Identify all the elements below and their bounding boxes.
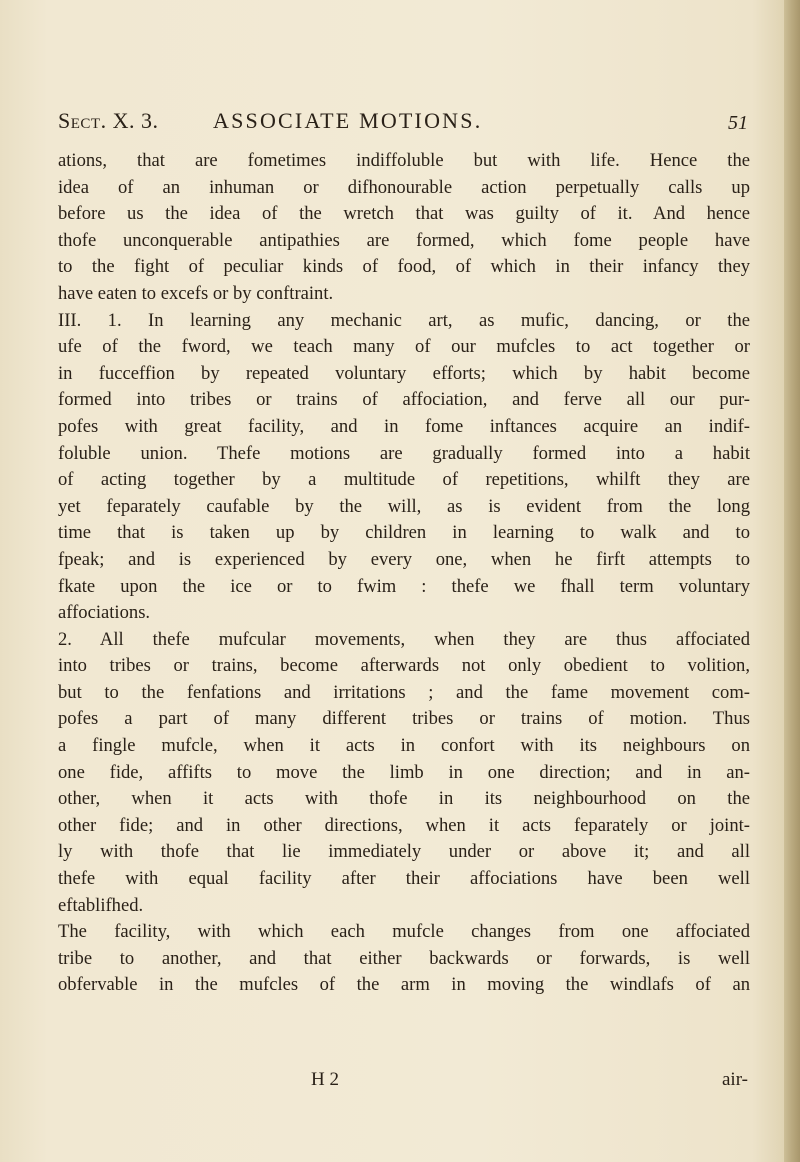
text-line: a fingle mufcle, when it acts in confort with its neighbours on [58, 735, 750, 757]
text-line: of acting together by a multitude of repetitions, whilft they are [58, 469, 750, 491]
text-line: formed into tribes or trains of affociation, and ferve all our pur- [58, 389, 750, 411]
text-line: The facility, with which each mufcle changes from one affociated [58, 921, 750, 943]
text-line: have eaten to excefs or by conftraint. [58, 282, 334, 304]
signature-mark: H 2 [311, 1069, 339, 1090]
text-line: in fucceffion by repeated voluntary efforts; which by habit become [58, 362, 750, 384]
text-line: foluble union. Thefe motions are gradually formed into a habit [58, 442, 750, 464]
text-line: III. 1. In learning any mechanic art, as mufic, dancing, or the [58, 309, 750, 331]
text-line: 2. All thefe mufcular movements, when they are thus affociated [58, 628, 750, 650]
text-line: one fide, affifts to move the limb in one direction; and in an- [58, 761, 750, 783]
text-line: ufe of the fword, we teach many of our mufcles to act together or [58, 336, 750, 358]
text-line: idea of an inhuman or difhonourable action perpetually calls up [58, 176, 750, 198]
section-reference: Sect. X. 3. [58, 108, 159, 133]
text-line: other, when it acts with thofe in its neighbourhood on the [58, 788, 750, 810]
text-line: to the fight of peculiar kinds of food, of which in their infancy they [58, 256, 750, 278]
running-header [58, 106, 748, 142]
body-text [58, 148, 750, 999]
text-line: eftablifhed. [58, 894, 144, 916]
text-line: obfervable in the mufcles of the arm in moving the windlafs of an [58, 974, 750, 996]
page-footer [58, 1069, 748, 1099]
text-line: pofes a part of many different tribes or trains of motion. Thus [58, 708, 750, 730]
text-line: time that is taken up by children in learning to walk and to [58, 522, 750, 544]
text-line: thefe with equal facility after their affociations have been well [58, 868, 750, 890]
text-line: yet feparately caufable by the will, as is evident from the long [58, 495, 750, 517]
page-number: 51 [728, 112, 748, 134]
running-title: ASSOCIATE MOTIONS. [213, 108, 483, 133]
text-line: but to the fenfations and irritations ; and the fame movement com- [58, 681, 750, 703]
text-line: into tribes or trains, become afterwards not only obedient to volition, [58, 655, 750, 677]
book-gutter [784, 0, 800, 1162]
catchword: air- [722, 1069, 748, 1090]
text-line: tribe to another, and that either backwards or forwards, is well [58, 947, 750, 969]
text-line: fkate upon the ice or to fwim : thefe we fhall term voluntary [58, 575, 750, 597]
text-line: other fide; and in other directions, when it acts feparately or joint- [58, 814, 750, 836]
text-line: ations, that are fometimes indiffoluble but with life. Hence the [58, 150, 750, 171]
text-line: thofe unconquerable antipathies are formed, which fome people have [58, 229, 750, 251]
text-line: ly with thofe that lie immediately under or above it; and all [58, 841, 750, 863]
text-line: fpeak; and is experienced by every one, when he firft attempts to [58, 548, 750, 570]
text-line: affociations. [58, 602, 151, 624]
text-line: pofes with great facility, and in fome inftances acquire an indif- [58, 415, 750, 437]
text-line: before us the idea of the wretch that was guilty of it. And hence [58, 203, 750, 225]
